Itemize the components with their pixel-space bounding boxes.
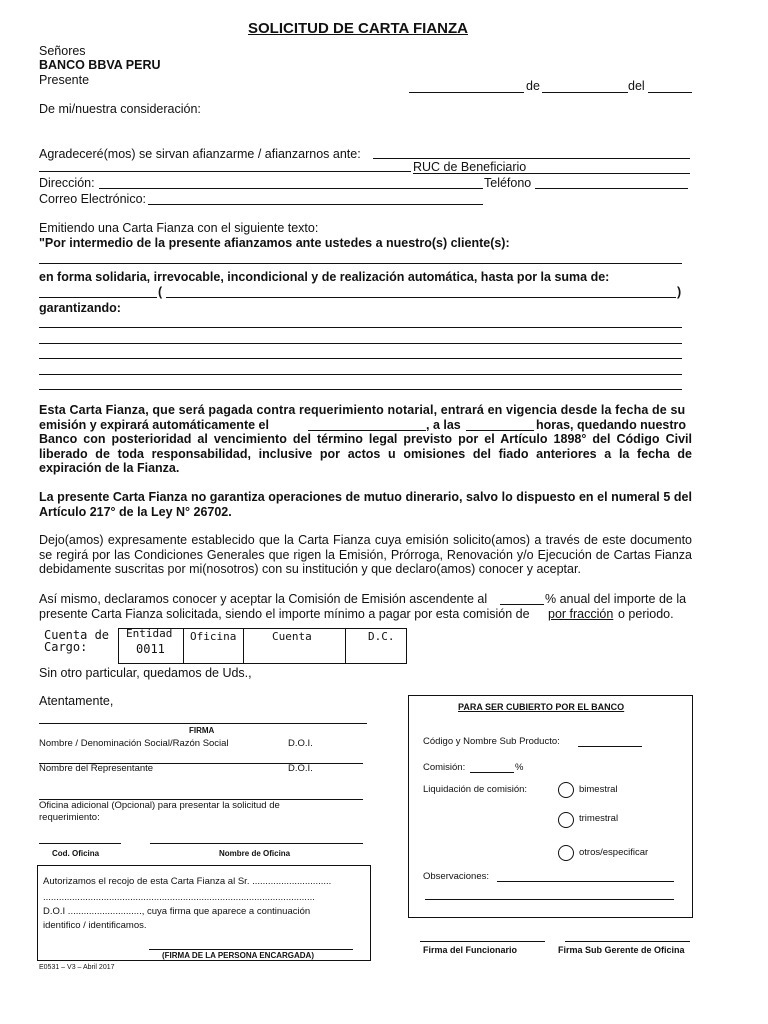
firma-encargada-label: (FIRMA DE LA PERSONA ENCARGADA) (162, 951, 314, 960)
amount-words-line[interactable] (166, 297, 676, 298)
text-solidaria: en forma solidaria, irrevocable, incondicional y de realización automática, hasta por la suma de: (39, 270, 610, 284)
expiry-hour-line[interactable] (466, 430, 534, 431)
bimestral-label: bimestral (579, 784, 618, 795)
vigencia-line-3: Banco con posterioridad al vencimiento del término legal previsto por el Artículo 1898° del Código Civil liberado de toda responsabilidad, inclusive por actos u omisiones del fiado anteriores a la fecha de expiración de la Fianza. (39, 432, 692, 475)
salutation: Señores (39, 44, 86, 58)
ruc-label: RUC de Beneficiario (413, 160, 527, 174)
paren-close: ) (677, 285, 682, 299)
telefono-line[interactable] (535, 188, 688, 189)
page-title: SOLICITUD DE CARTA FIANZA (248, 20, 468, 37)
text-garantizando: garantizando: (39, 301, 121, 315)
col-dc: D.C. (368, 630, 395, 643)
autorizacion-line-3: D.O.I ............................, cuya firma que aparece a continuación (43, 906, 311, 917)
vigencia-line-2a: emisión y expirará automáticamente el (39, 418, 269, 432)
doi-label-2: D.O.I. (288, 763, 313, 774)
nombre-oficina-label: Nombre de Oficina (219, 849, 291, 858)
autorizacion-line-1: Autorizamos el recojo de esta Carta Fianza al Sr. .............................. (43, 876, 332, 887)
telefono-label: Teléfono (484, 176, 532, 190)
subgerente-line[interactable] (565, 941, 690, 942)
comision-d[interactable]: por fracción (548, 607, 614, 621)
otros-label: otros/especificar (579, 847, 649, 858)
autorizacion-line-4: identifico / identificamos. (43, 920, 147, 931)
firma-line[interactable] (39, 723, 367, 724)
oficina-adicional-1: Oficina adicional (Opcional) para presentar la solicitud de (39, 800, 280, 811)
comision-percent-line[interactable] (500, 604, 544, 605)
vigencia-line-2c: horas, quedando nuestro (536, 418, 687, 432)
date-day-line[interactable] (409, 92, 524, 93)
codigo-line[interactable] (578, 746, 642, 747)
firma-label: FIRMA (189, 726, 215, 735)
expiry-date-line[interactable] (308, 430, 426, 431)
col-entidad: Entidad (126, 627, 173, 640)
comision-e: o periodo. (618, 607, 674, 621)
entidad-value: 0011 (136, 642, 165, 656)
correo-label: Correo Electrónico: (39, 192, 146, 206)
cuenta-label-1: Cuenta de (44, 628, 110, 642)
sin-otro-particular: Sin otro particular, quedamos de Uds., (39, 666, 252, 680)
autorizacion-line-2: ....................................................................................................... (43, 892, 315, 903)
vigencia-line-2b: , a las (426, 418, 461, 432)
cod-oficina-line[interactable] (39, 843, 121, 844)
funcionario-line[interactable] (420, 941, 545, 942)
greeting: De mi/nuestra consideración: (39, 102, 201, 116)
nombre-oficina-line[interactable] (150, 843, 363, 844)
form-code: E0531 – V3 – Abril 2017 (39, 964, 115, 971)
guarantee-line-1[interactable] (39, 327, 682, 328)
comision-label: Comisión: (423, 762, 466, 773)
firma-funcionario: Firma del Funcionario (423, 945, 518, 955)
vigencia-line-1: Esta Carta Fianza, que será pagada contra requerimiento notarial, entrará en vigencia desde la fecha de su (39, 403, 686, 417)
bank-name: BANCO BBVA PERU (39, 58, 161, 72)
guarantee-line-5[interactable] (39, 389, 682, 390)
guarantee-line-4[interactable] (39, 374, 682, 375)
ruc-line[interactable] (413, 173, 690, 174)
date-de: de (526, 79, 540, 93)
comision-a: Así mismo, declaramos conocer y aceptar la Comisión de Emisión ascendente al (39, 592, 488, 606)
col-oficina: Oficina (190, 630, 237, 643)
date-del: del (628, 79, 645, 93)
doi-label-1: D.O.I. (288, 738, 313, 749)
cod-oficina-label: Cod. Oficina (52, 849, 100, 858)
observaciones-line-1[interactable] (497, 881, 674, 882)
firma-subgerente: Firma Sub Gerente de Oficina (558, 945, 685, 955)
nombre-denominacion: Nombre / Denominación Social/Razón Social (39, 738, 229, 749)
col-cuenta: Cuenta (272, 630, 312, 643)
cuenta-label-2: Cargo: (44, 640, 88, 654)
observaciones-label: Observaciones: (423, 871, 490, 882)
guarantee-line-2[interactable] (39, 343, 682, 344)
bank-box-title: PARA SER CUBIERTO POR EL BANCO (458, 702, 625, 712)
request-label: Agradeceré(mos) se sirvan afianzarme / afianzarnos ante: (39, 147, 361, 161)
condiciones-paragraph: Dejo(amos) expresamente establecido que la Carta Fianza cuya emisión solicito(amos) a través de este documento se regirá por las Condiciones Generales que rigen la Emisión, Prórroga, Renovación y/o Ejecución de Cartas Fianza debidamente suscritas por mi(nosotros) con su institución y que declaro(amos) conocer y aceptar. (39, 533, 692, 576)
client-line[interactable] (39, 263, 682, 264)
direccion-line[interactable] (99, 188, 483, 189)
text-quote: "Por intermedio de la presente afianzamos ante ustedes a nuestro(s) cliente(s): (39, 236, 510, 250)
firma-encargada-line[interactable] (149, 949, 353, 950)
trimestral-radio[interactable] (558, 812, 574, 828)
bimestral-radio[interactable] (558, 782, 574, 798)
presente: Presente (39, 73, 90, 87)
bank-box (408, 695, 693, 918)
atentamente: Atentamente, (39, 694, 114, 708)
nombre-representante: Nombre del Representante (39, 763, 154, 774)
comision-b: % anual del importe de la (545, 592, 687, 606)
comision-c: presente Carta Fianza solicitada, siendo el importe mínimo a pagar por esta comisión de (39, 607, 530, 621)
observaciones-line-2[interactable] (425, 899, 674, 900)
liquidacion-label: Liquidación de comisión: (423, 784, 528, 795)
mutuo-paragraph: La presente Carta Fianza no garantiza operaciones de mutuo dinerario, salvo lo dispuesto en el numeral 5 del Artículo 217° de la Ley N° 26702. (39, 490, 692, 519)
comision-percent: % (515, 762, 524, 773)
date-month-line[interactable] (542, 92, 628, 93)
beneficiary-line-2[interactable] (39, 171, 411, 172)
comision-bank-line[interactable] (470, 772, 514, 773)
beneficiary-line[interactable] (373, 158, 690, 159)
codigo-label: Código y Nombre Sub Producto: (423, 736, 560, 747)
trimestral-label: trimestral (579, 813, 619, 824)
otros-radio[interactable] (558, 845, 574, 861)
text-intro: Emitiendo una Carta Fianza con el siguiente texto: (39, 221, 319, 235)
correo-line[interactable] (148, 204, 483, 205)
guarantee-line-3[interactable] (39, 358, 682, 359)
oficina-adicional-2: requerimiento: (39, 812, 100, 823)
amount-line[interactable] (39, 297, 157, 298)
date-year-line[interactable] (648, 92, 692, 93)
direccion-label: Dirección: (39, 176, 95, 190)
paren-open: ( (158, 285, 163, 299)
